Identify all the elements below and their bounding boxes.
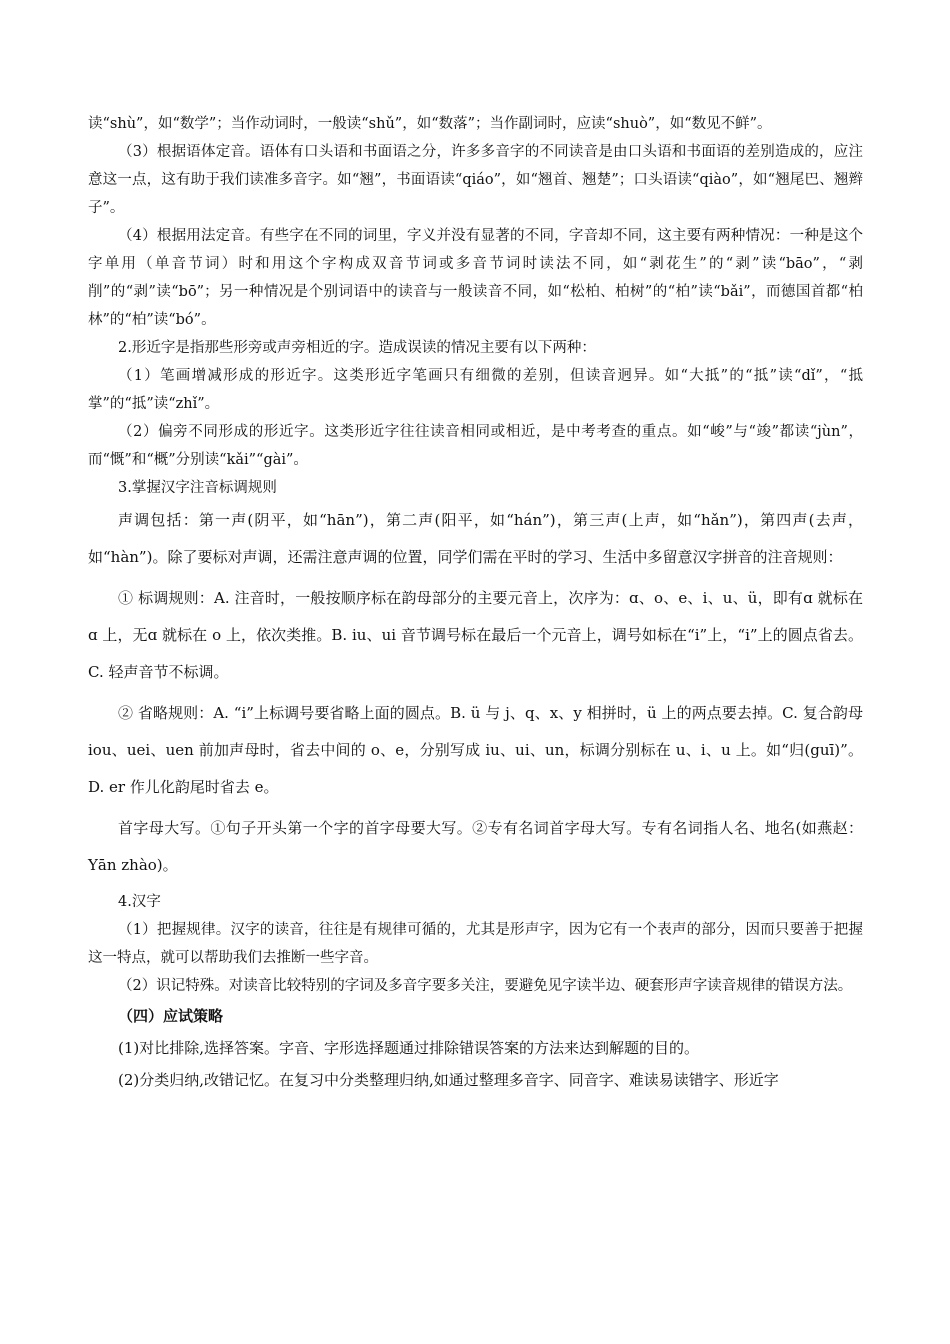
paragraph-tone-types: 声调包括：第一声(阴平，如“hān”)，第二声(阳平，如“hán”)，第三声(上声，如“hǎn”)，第四声(去声，如“hàn”)。除了要标对声调，还需注意声调的位置，同学们需在平时的学习、生活中多留意汉字拼音的注音规则： — [88, 511, 863, 566]
paragraph-radical-difference: （2）偏旁不同形成的形近字。这类形近字往往读音相同或相近，是中考考查的重点。如“峻”与“竣”都读“jùn”，而“慨”和“概”分别读“kǎi”“gài”。 — [88, 424, 863, 468]
paragraph-capitalization-rule: 首字母大写。①句子开头第一个字的首字母要大写。②专有名词首字母大写。专有名词指人名、地名(如燕赵：Yān zhào)。 — [88, 819, 863, 874]
paragraph-strategy-2: (2)分类归纳,改错记忆。在复习中分类整理归纳,如通过整理多音字、同音字、难读易读错字、形近字 — [118, 1071, 779, 1089]
paragraph-grasp-rules: （1）把握规律。汉字的读音，往往是有规律可循的，尤其是形声字，因为它有一个表声的部分，因而只要善于把握这一特点，就可以帮助我们去推断一些字音。 — [88, 922, 863, 966]
paragraph-tone-marking-rule: ① 标调规则：A. 注音时，一般按顺序标在韵母部分的主要元音上，次序为：ɑ、o、e、i、u、ü，即有ɑ 就标在ɑ 上，无ɑ 就标在 o 上，依次类推。B. iu、ui 音节调号标在最后一个元音上，调号如标在“i”上，“i”上的圆点省去。C. 轻声音节不标调。 — [88, 589, 863, 681]
paragraph-usage-rule: （4）根据用法定音。有些字在不同的词里，字义并没有显著的不同，字音却不同，这主要有两种情况：一种是这个字单用（单音节词）时和用这个字构成双音节词或多音节词时读法不同，如“剥花生”的“剥”读“bāo”，“剥削”的“剥”读“bō”；另一种情况是个别词语中的读音与一般读音不同，如“松柏、柏树”的“柏”读“bǎi”，而德国首都“柏林”的“柏”读“bó”。 — [88, 228, 863, 328]
paragraph-shu-readings: 读“shù”，如“数学”；当作动词时，一般读“shǔ”，如“数落”；当作副词时，应读“shuò”，如“数见不鲜”。 — [88, 116, 772, 132]
paragraph-hanzi-title: 4.汉字 — [118, 894, 161, 910]
paragraph-register-rule: （3）根据语体定音。语体有口头语和书面语之分，许多多音字的不同读音是由口头语和书面语的差别造成的，应注意这一点，这有助于我们读准多音字。如“翘”，书面语读“qiáo”，如“翘首、翘楚”；口头语读“qiào”，如“翘尾巴、翘辫子”。 — [88, 144, 863, 216]
paragraph-memorize-special: （2）识记特殊。对读音比较特别的字词及多音字要多关注，要避免见字读半边、硬套形声字读音规律的错误方法。 — [118, 978, 853, 994]
paragraph-strategy-1: (1)对比排除,选择答案。字音、字形选择题通过排除错误答案的方法来达到解题的目的。 — [118, 1039, 700, 1057]
paragraph-omission-rule: ② 省略规则：A. “i”上标调号要省略上面的圆点。B. ü 与 j、q、x、y 相拼时，ü 上的两点要去掉。C. 复合韵母 iou、uei、uen 前加声母时，省去中间的 o、e，分别写成 iu、ui、un，标调分别标在 u、i、u 上。如“归(guī)”。D. er 作儿化韵尾时省去 e。 — [88, 704, 863, 796]
section-heading-strategy: （四）应试策略 — [118, 1007, 224, 1025]
paragraph-stroke-difference: （1）笔画增减形成的形近字。这类形近字笔画只有细微的差别，但读音迥异。如“大抵”的“抵”读“dǐ”，“抵掌”的“抵”读“zhǐ”。 — [88, 368, 863, 412]
document-body — [88, 110, 863, 1096]
paragraph-tone-rules-title: 3.掌握汉字注音标调规则 — [118, 480, 277, 496]
paragraph-similar-chars-intro: 2.形近字是指那些形旁或声旁相近的字。造成误读的情况主要有以下两种： — [118, 340, 596, 356]
